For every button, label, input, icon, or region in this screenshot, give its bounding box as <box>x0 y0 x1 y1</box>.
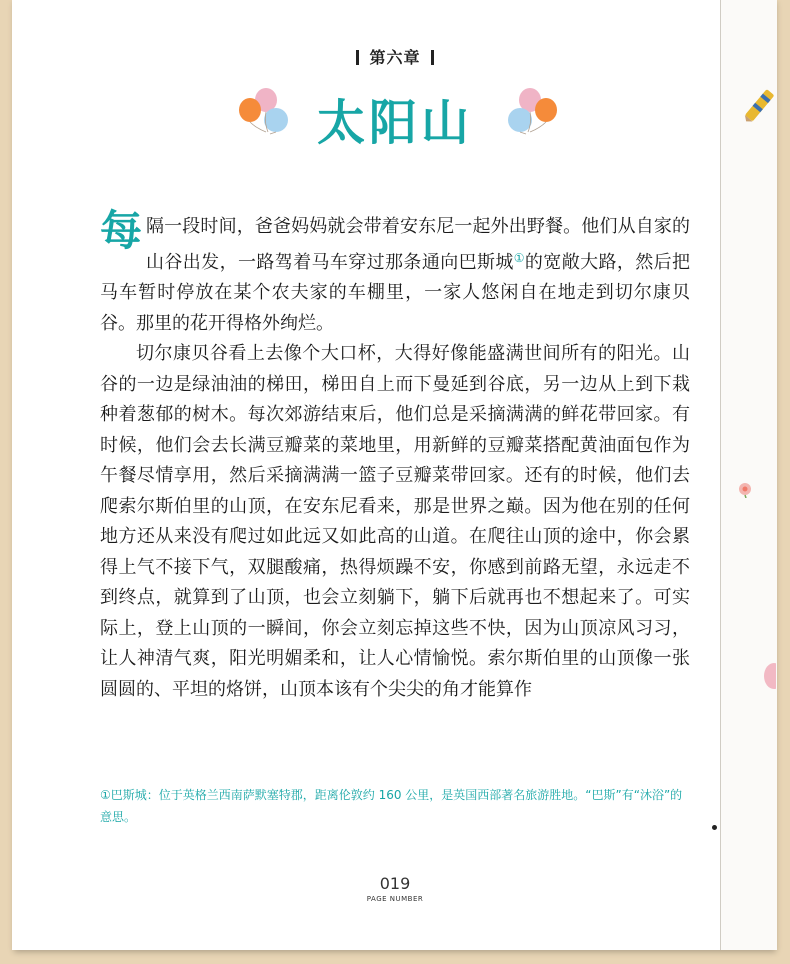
paragraph-1-text: 隔一段时间，爸爸妈妈就会带着安东尼一起外出野餐。他们从自家的山谷出发，一路驾着马车穿过那条通向巴斯城 <box>146 216 690 273</box>
paragraph-1 <box>100 206 691 339</box>
chapter-body <box>100 206 691 705</box>
footnote: ①巴斯城：位于英格兰西南萨默塞特郡，距离伦敦约 160 公里，是英国西部著名旅游胜地。“巴斯”有“沐浴”的意思。 <box>100 788 683 824</box>
chapter-label <box>0 45 790 68</box>
balloon-edge-decoration-icon <box>762 660 776 694</box>
paragraph-1-text-continued: 的宽敞大路，然后把马车暂时停放在某个农夫家的车棚里，一家人悠闲自在地走到切尔康贝谷。那里的花开得格外绚烂。 <box>100 251 691 334</box>
chapter-label-left-bar <box>356 50 359 65</box>
chapter-label-right-bar <box>431 50 434 65</box>
page-number-label: PAGE NUMBER <box>366 895 424 903</box>
footnote-marker[interactable]: ① <box>513 250 525 265</box>
drop-cap: 每 <box>100 206 143 255</box>
balloons-right-icon <box>500 86 560 136</box>
page-dot <box>712 825 717 830</box>
page-number: 019 <box>379 874 411 893</box>
balloons-left-icon <box>236 86 296 136</box>
chapter-title: 太阳山 <box>316 95 473 151</box>
chapter-label-text: 第六章 <box>369 48 421 67</box>
paragraph-2: 切尔康贝谷看上去像个大口杯，大得好像能盛满世间所有的阳光。山谷的一边是绿油油的梯田，梯田自上而下曼延到谷底，另一边从上到下栽种着葱郁的树木。每次郊游结束后，他们总是采摘满满的鲜花带回家。有时候，他们会去长满豆瓣菜的菜地里，用新鲜的豆瓣菜搭配黄油面包作为午餐尽情享用，然后采摘满满一篮子豆瓣菜带回家。还有的时候，他们去爬索尔斯伯里的山顶，在安东尼看来，那是世界之巅。因为他在别的任何地方还从来没有爬过如此远又如此高的山道。在爬往山顶的途中，你会累得上气不接下气，双腿酸痛，热得烦躁不安，你感到前路无望，永远走不到终点，就算到了山顶，也会立刻躺下，躺下后就再也不想起来了。可实际上，登上山顶的一瞬间，你会立刻忘掉这些不快，因为山顶凉风习习，让人神清气爽，阳光明媚柔和，让人心情愉悦。索尔斯伯里的山顶像一张圆圆的、平坦的烙饼，山顶本该有个尖尖的角才能算作 <box>100 343 690 700</box>
flower-decoration-icon <box>736 480 754 498</box>
